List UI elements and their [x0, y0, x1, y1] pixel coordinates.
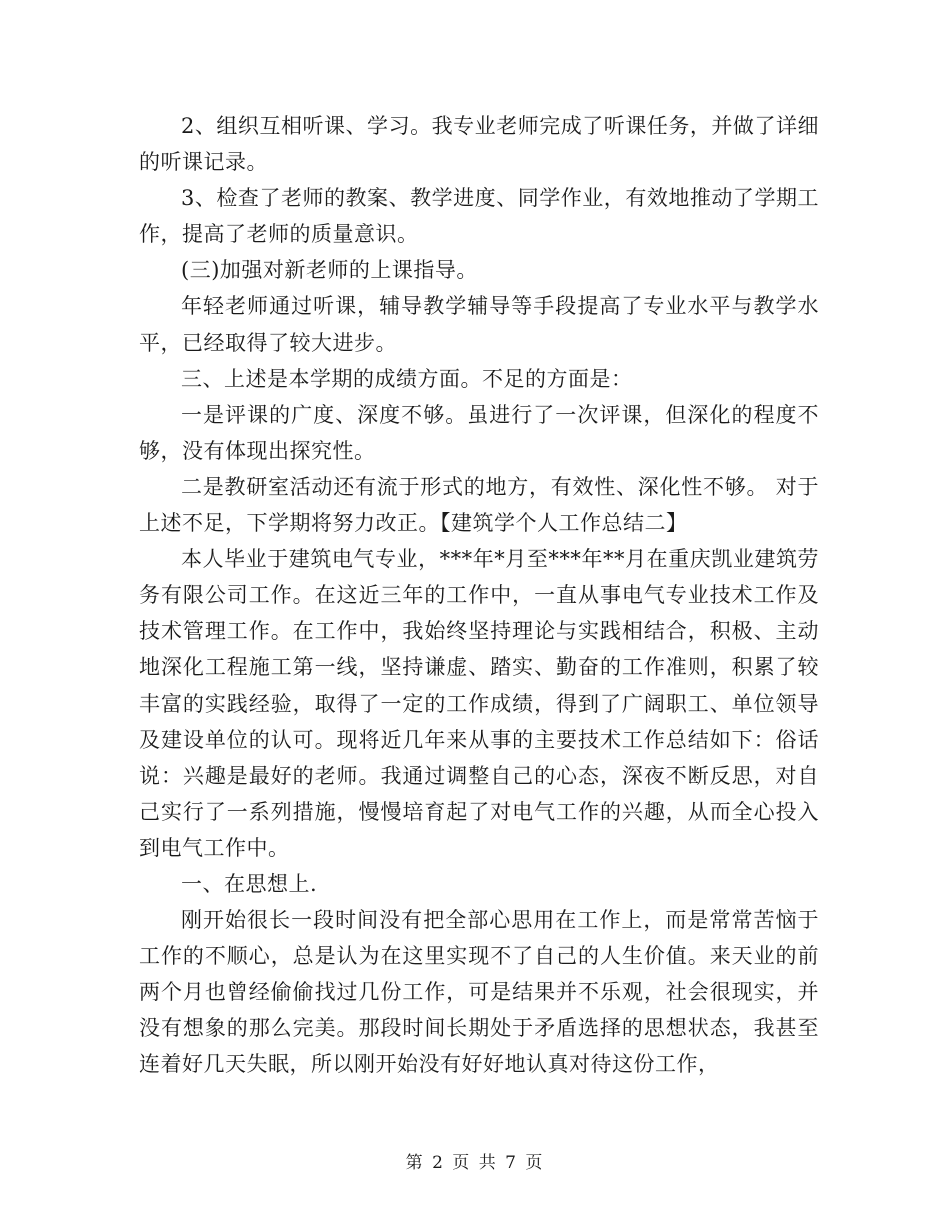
section-heading: 一、在思想上.: [181, 871, 318, 896]
document-body: [139, 108, 819, 1083]
paragraph: 2、组织互相听课、学习。我专业老师完成了听课任务，并做了详细的听课记录。: [139, 114, 819, 175]
section-heading: (三)加强对新老师的上课指导。: [181, 258, 478, 283]
paragraph: 刚开始很长一段时间没有把全部心思用在工作上，而是常常苦恼于工作的不顺心，总是认为在这里实现不了自己的人生价值。来天业的前两个月也曾经偷偷找过几份工作，可是结果并不乐观，社会很现实，并没有想象的那么完美。那段时间长期处于矛盾选择的思想状态，我甚至连着好几天失眠，所以刚开始没有好好地认真对待这份工作，: [139, 908, 819, 1077]
paragraph: 年轻老师通过听课，辅导教学辅导等手段提高了专业水平与教学水平，已经取得了较大进步。: [139, 294, 819, 355]
page-footer: 第 2 页 共 7 页: [405, 1153, 545, 1173]
paragraph: 本人毕业于建筑电气专业，***年*月至***年**月在重庆凯业建筑劳务有限公司工作。在这近三年的工作中，一直从事电气专业技术工作及技术管理工作。在工作中，我始终坚持理论与实践相结合，积极、主动地深化工程施工第一线，坚持谦虚、踏实、勤奋的工作准则，积累了较丰富的实践经验，取得了一定的工作成绩，得到了广阔职工、单位领导及建设单位的认可。现将近几年来从事的主要技术工作总结如下：俗话说：兴趣是最好的老师。我通过调整自己的心态，深夜不断反思，对自己实行了一系列措施，慢慢培育起了对电气工作的兴趣，从而全心投入到电气工作中。: [139, 547, 819, 860]
paragraph: 一是评课的广度、深度不够。虽进行了一次评课，但深化的程度不够，没有体现出探究性。: [139, 402, 819, 463]
section-heading: 三、上述是本学期的成绩方面。不足的方面是：: [181, 366, 633, 391]
paragraph: 3、检查了老师的教案、教学进度、同学作业，有效地推动了学期工作，提高了老师的质量意识。: [139, 186, 819, 247]
paragraph: 二是教研室活动还有流于形式的地方，有效性、深化性不够。 对于上述不足，下学期将努力改正。【建筑学个人工作总结二】: [139, 474, 819, 536]
